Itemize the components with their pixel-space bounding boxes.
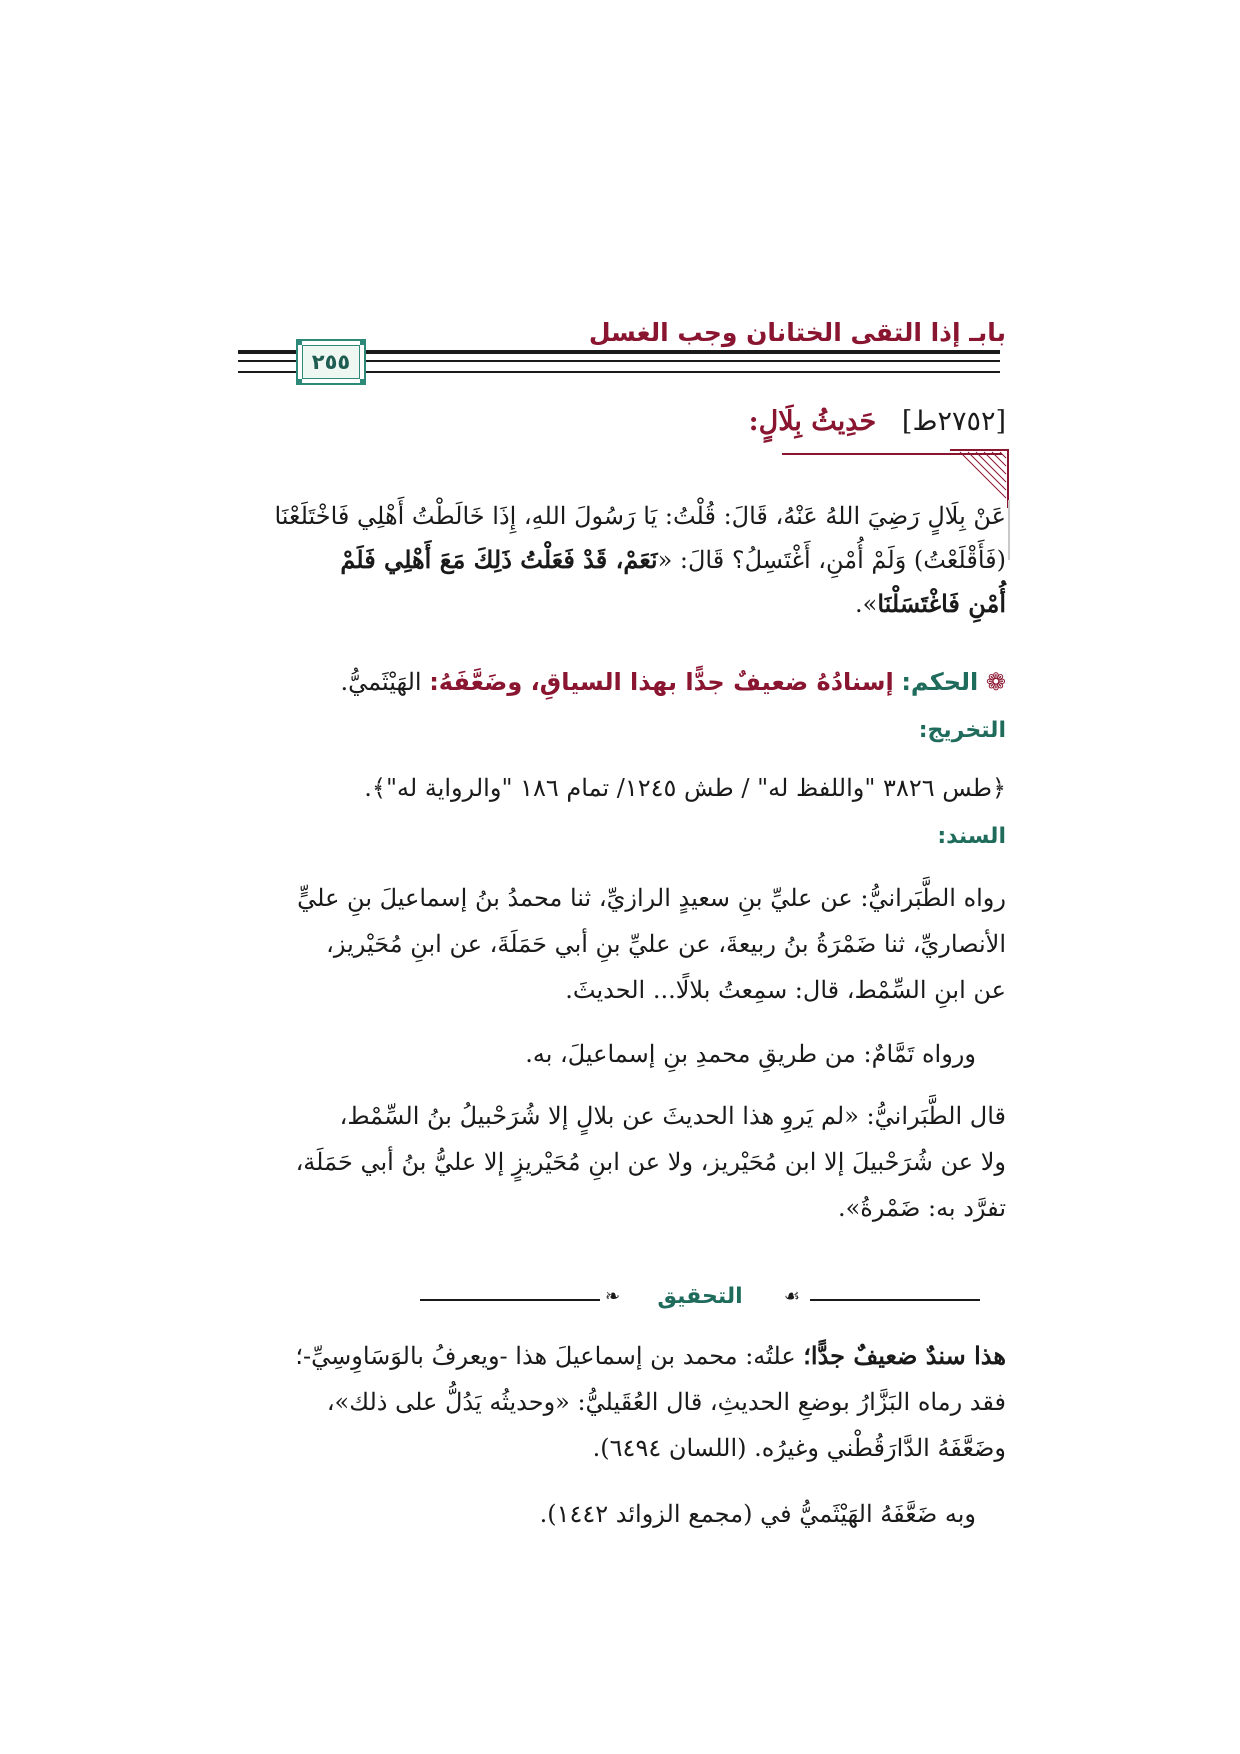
ruling-after: الهَيْثَميُّ.: [340, 668, 422, 696]
tahqiq-divider: [400, 1284, 1000, 1314]
tahqiq-line: [234, 1336, 1006, 1376]
hadith-text-part: ».: [855, 590, 878, 618]
hadith-text-part: (فَأَقْلَعْتُ) وَلَمْ أُمْنِ، أَغْتَسِلُ؟ قَالَ: «: [657, 546, 1006, 574]
ruling-text: إسنادُهُ ضعيفٌ جدًّا بهذا السياقِ، وضَعَّفَهُ:: [429, 668, 894, 696]
tahqiq-title: التحقيق: [657, 1284, 743, 1309]
chapter-title: بابـ إذا التقى الختانان وجب الغسل: [588, 318, 1006, 347]
hadith-text-line: عَنْ بِلَالٍ رَضِيَ اللهُ عَنْهُ، قَالَ: قُلْتُ: يَا رَسُولَ اللهِ، إِذَا خَالَطْتُ أَهْلِي فَاخْتَلَعْنَا: [274, 502, 1006, 530]
ruling-label: الحكم:: [901, 668, 979, 696]
ruling: [341, 668, 1006, 696]
ornament-corner: [360, 379, 366, 385]
tahqiq-line: وضَعَّفَهُ الدَّارَقُطْني وغيرُه. (اللسان ٦٤٩٤).: [592, 1434, 1006, 1462]
prophet-reply: نَعَمْ، قَدْ فَعَلْتُ ذَلِكَ مَعَ أَهْلِي فَلَمْ: [340, 545, 658, 574]
divider-line: [810, 1299, 980, 1301]
tahqiq-verdict: هذا سندٌ ضعيفٌ جدًّا؛: [803, 1341, 1006, 1370]
prophet-reply: أُمْنِ فَاغْتَسَلْنَا: [877, 589, 1006, 618]
tahqiq-text-part: علتُه: محمد بن إسماعيلَ هذا -ويعرفُ بالوَسَاوِسِيِّ-؛: [295, 1342, 804, 1370]
hadith-text-line: [234, 540, 1006, 580]
sanad-line: ولا عن شُرَحْبيلَ إلا ابن مُحَيْريز، ولا عن ابنِ مُحَيْريزٍ إلا عليُّ بنُ أبي حَمَلَة،: [295, 1148, 1006, 1176]
takhrij-text: ﴿طس ٣٨٢٦ "واللفظ له" / طش ١٢٤٥/ تمام ١٨٦ "والرواية له"﴾.: [364, 774, 1006, 802]
page-number: ٢٥٥: [311, 350, 351, 374]
sanad-line: ورواه تَمَّامٌ: من طريقِ محمدِ بنِ إسماعيلَ، به.: [525, 1040, 976, 1068]
tahqiq-line: وبه ضَعَّفَهُ الهَيْثَميُّ في (مجمع الزوائد ١٤٤٢).: [539, 1500, 976, 1528]
hadith-code: [٢٧٥٢ط]: [901, 406, 1006, 437]
tahqiq-line: فقد رماه البَزَّارُ بوضعِ الحديثِ، قال العُقَيليُّ: «وحديثُه يَدُلُّ على ذلك»،: [326, 1388, 1006, 1416]
hadith-title: حَدِيثُ بِلَالٍ:: [748, 406, 877, 437]
rosette-icon: ❁: [985, 668, 1006, 696]
sanad-line: قال الطَّبَرانيُّ: «لم يَروِ هذا الحديثَ عن بلالٍ إلا شُرَحْبيلُ بنُ السِّمْط،: [339, 1102, 1006, 1130]
page-number-box: [296, 339, 366, 385]
takhrij-label: التخريج:: [918, 718, 1006, 743]
hadith-heading: [749, 406, 1006, 437]
ornament-corner: [360, 339, 366, 345]
ornament-icon: ☙: [783, 1286, 800, 1307]
ornament-icon: ❧: [605, 1286, 621, 1307]
sanad-label: السند:: [937, 824, 1006, 849]
hadith-text-line: [234, 584, 1006, 624]
sanad-line: عن ابنِ السِّمْط، قال: سمِعتُ بلالًا... الحديثَ.: [565, 976, 1006, 1004]
sanad-line: تفرَّد به: ضَمْرةُ».: [837, 1194, 1006, 1222]
quote-side-rule: [1008, 500, 1010, 560]
ornament-corner: [296, 379, 302, 385]
sanad-line: الأنصاريِّ، ثنا ضَمْرَةُ بنُ ربيعةَ، عن عليِّ بنِ أبي حَمَلَةَ، عن ابنِ مُحَيْريز،: [326, 930, 1006, 958]
sanad-line: رواه الطَّبَرانيُّ: عن عليِّ بنِ سعيدٍ الرازيِّ، ثنا محمدُ بنُ إسماعيلَ بنِ عليٍّ: [297, 884, 1006, 912]
